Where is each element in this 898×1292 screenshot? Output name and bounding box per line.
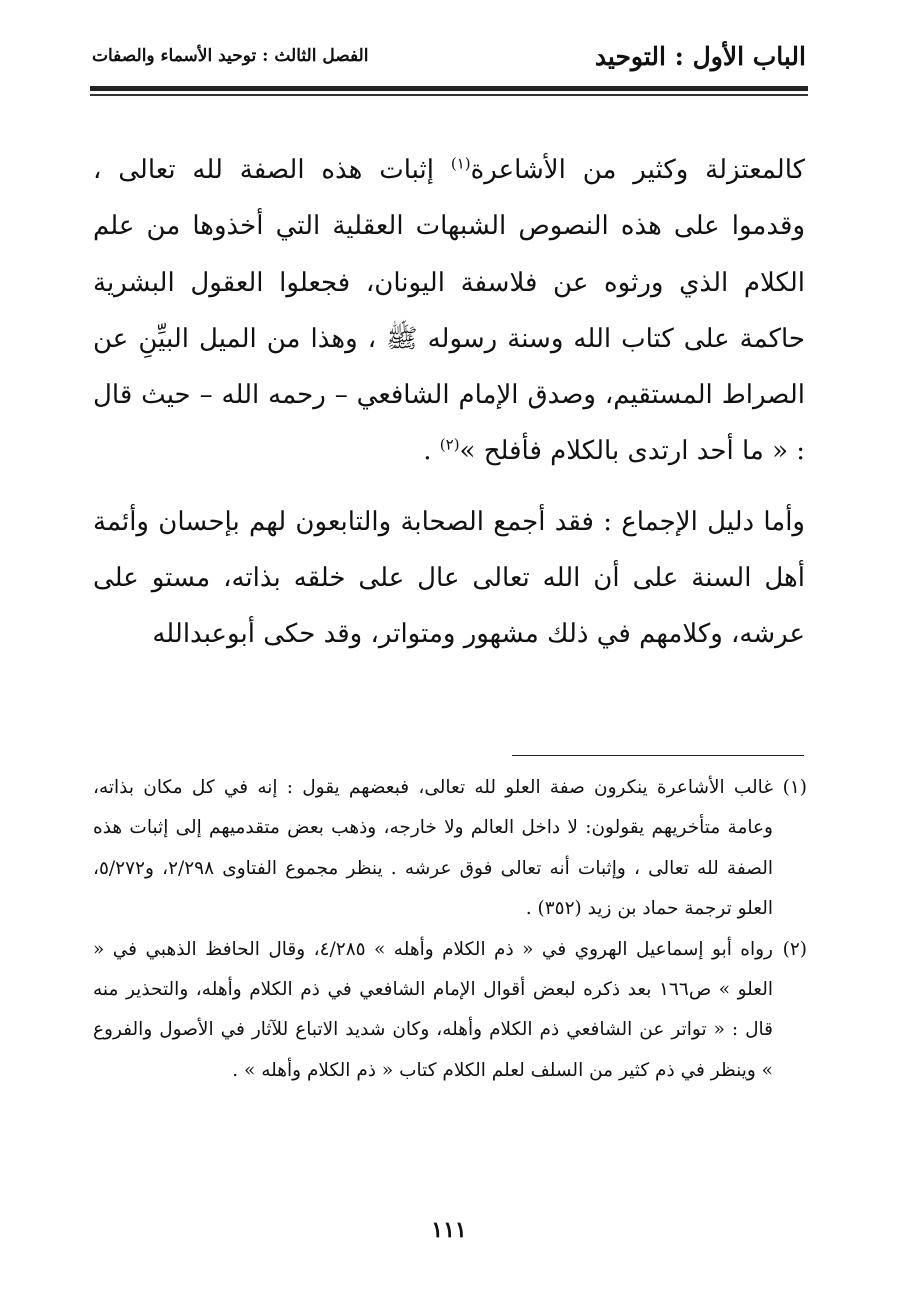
footnote-2-text: رواه أبو إسماعيل الهروي في « ذم الكلام وأهله » ٤/٢٨٥، وقال الحافظ الذهبي في « العلو » ص١٦٦ بعد ذكره لبعض أقوال الإمام الشافعي في ذم الكلام وأهله، والتحذير منه قال : « تواتر عن الشافعي ذم الكلام وأهله، وكان شديد الاتباع للآثار في الأصول والفروع » وينظر في ذم كثير من السلف لعلم الكلام كتاب « ذم الكلام وأهله » . xyxy=(93,938,773,1081)
footnote-ref-2[interactable]: (٢) xyxy=(439,435,460,454)
paragraph-1-part-c: . xyxy=(423,436,440,467)
paragraph-1-part-b: إثبات هذه الصفة لله تعالى ، وقدموا على هذه النصوص الشبهات العقلية التي أخذوها من علم الكلام الذي ورثوه عن فلاسفة اليونان، فجعلوا العقول البشرية حاكمة على كتاب الله وسنة رسوله ﷺ ، وهذا من الميل البيِّنِ عن الصراط المستقيم، وصدق الإمام الشافعي – رحمه الله – حيث قال : « ما أحد ارتدى بالكلام فأفلح » xyxy=(93,155,805,467)
footnote-1-number: (١) xyxy=(782,777,807,798)
footnote-ref-1[interactable]: (١) xyxy=(450,154,471,173)
paragraph-1 xyxy=(93,142,805,480)
header-rule-thin xyxy=(90,94,808,96)
page-number: ١١١ xyxy=(431,1217,467,1243)
running-header xyxy=(92,40,806,74)
footnote-2-number: (٢) xyxy=(782,938,807,960)
paragraph-2: وأما دليل الإجماع : فقد أجمع الصحابة والتابعون لهم بإحسان وأئمة أهل السنة على أن الله تعالى عال على خلقه بذاته، مستو على عرشه، وكلامهم في ذلك مشهور ومتواتر، وقد حكى أبوعبدالله xyxy=(93,506,805,650)
footnote-1-text: غالب الأشاعرة ينكرون صفة العلو لله تعالى، فبعضهم يقول : إنه في كل مكان بذاته، وعامة متأخريهم يقولون: لا داخل العالم ولا خارجه، وذهب بعض متقدميهم إلى إثبات هذه الصفة لله تعالى ، وإثبات أنه تعالى فوق عرشه . ينظر مجموع الفتاوى ٢/٢٩٨، و٥/٢٧٢، العلو ترجمة حماد بن زيد (٣٥٢) . xyxy=(93,777,773,920)
footnote-separator xyxy=(512,755,804,756)
paragraph-1-part-a: كالمعتزلة وكثير من الأشاعرة xyxy=(470,155,805,185)
header-rule-thick xyxy=(90,86,808,91)
footnote-1 xyxy=(93,768,807,930)
footnote-2 xyxy=(93,930,807,1092)
main-text xyxy=(93,142,805,663)
section-title: الفصل الثالث : توحيد الأسماء والصفات xyxy=(92,46,369,66)
footnotes xyxy=(93,768,807,1091)
chapter-title: الباب الأول : التوحيد xyxy=(594,42,806,71)
